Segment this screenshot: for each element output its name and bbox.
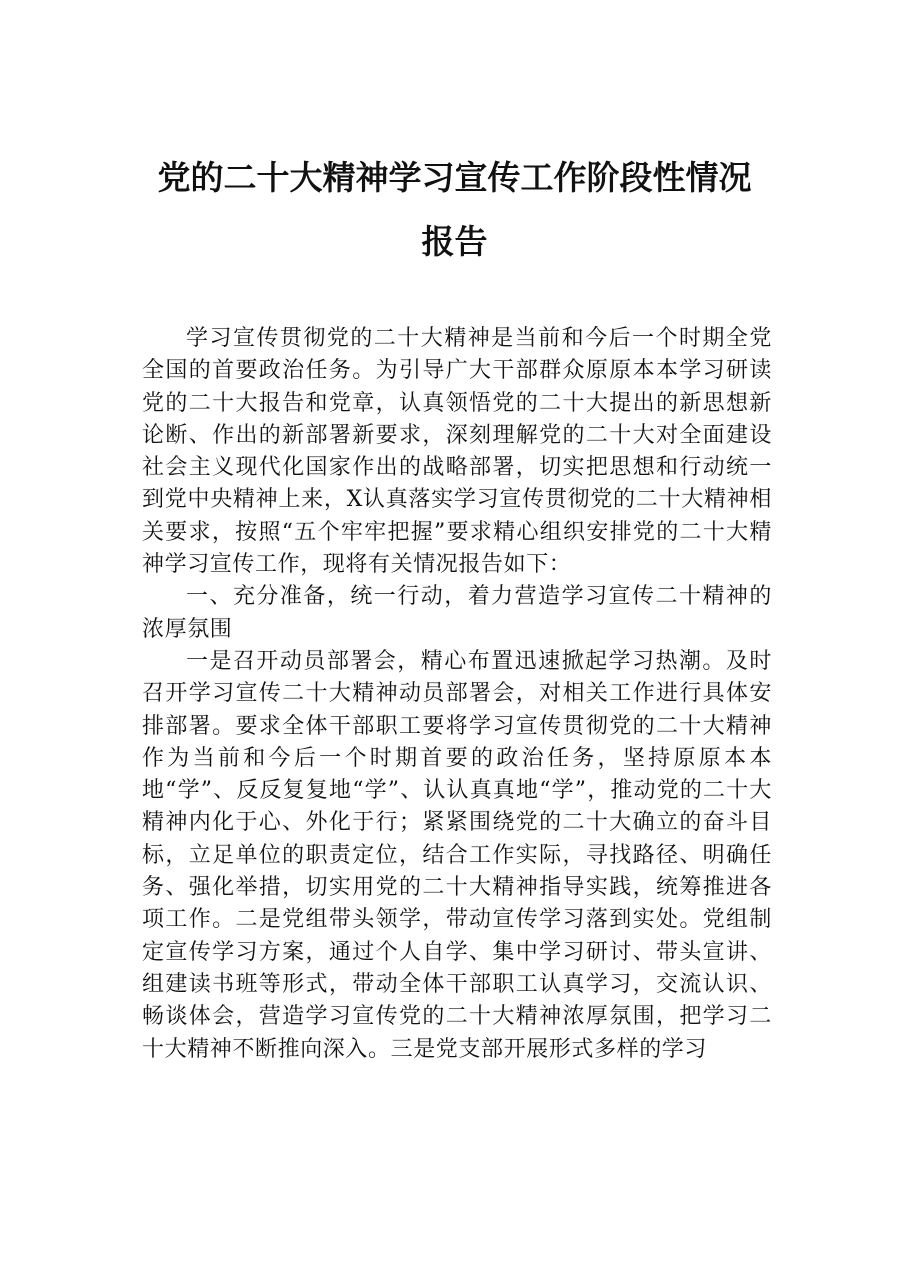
document-body bbox=[142, 323, 772, 1066]
section-heading-1: 一、充分准备，统一行动，着力营造学习宣传二十精神的浓厚氛围 bbox=[142, 584, 772, 642]
paragraph-intro: 学习宣传贯彻党的二十大精神是当前和今后一个时期全党全国的首要政治任务。为引导广大干部群众原原本本学习研读党的二十大报告和党章，认真领悟党的二十大提出的新思想新论断、作出的新部署新要求，深刻理解党的二十大对全面建设社会主义现代化国家作出的战略部署，切实把思想和行动统一到党中央精神上来，X认真落实学习宣传贯彻党的二十大精神相关要求，按照“五个牢牢把握”要求精心组织安排党的二十大精神学习宣传工作，现将有关情况报告如下： bbox=[142, 326, 772, 578]
document-title bbox=[120, 160, 789, 260]
paragraph-section-1: 一是召开动员部署会，精心布置迅速掀起学习热潮。及时召开学习宣传二十大精神动员部署会，对相关工作进行具体安排部署。要求全体干部职工要将学习宣传贯彻党的二十大精神作为当前和今后一个时期首要的政治任务，坚持原原本本地“学”、反反复复地“学”、认认真真地“学”，推动党的二十大精神内化于心、外化于行；紧紧围绕党的二十大确立的奋斗目标，立足单位的职责定位，结合工作实际，寻找路径、明确任务、强化举措，切实用党的二十大精神指导实践，统筹推进各项工作。二是党组带头领学，带动宣传学习落到实处。党组制定宣传学习方案，通过个人自学、集中学习研讨、带头宣讲、组建读书班等形式，带动全体干部职工认真学习，交流认识、畅谈体会，营造学习宣传党的二十大精神浓厚氛围，把学习二十大精神不断推向深入。三是党支部开展形式多样的学习 bbox=[142, 648, 772, 1062]
title-line-2: 报告 bbox=[421, 222, 488, 261]
title-line-1: 党的二十大精神学习宣传工作阶段性情况 bbox=[157, 158, 752, 197]
